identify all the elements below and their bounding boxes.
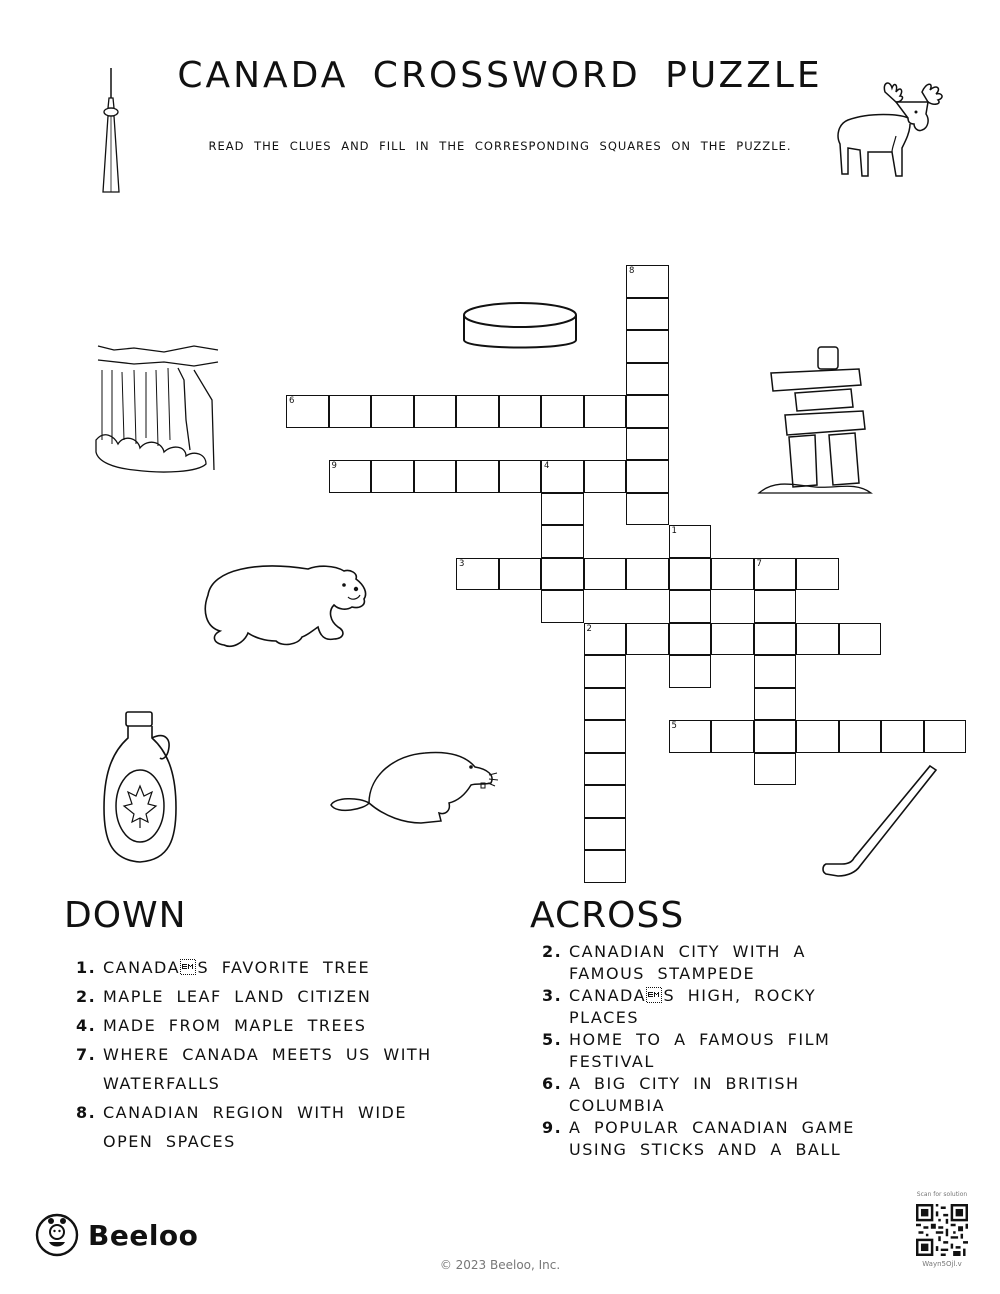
clue-number: 4. (76, 1016, 97, 1035)
clue-item (542, 985, 859, 1029)
crossword-cell[interactable] (584, 720, 627, 753)
cell-number: 8 (629, 266, 635, 276)
crossword-cell[interactable] (456, 395, 499, 428)
clue-number: 3. (542, 986, 563, 1005)
crossword-cell[interactable] (626, 558, 669, 591)
clue-number: 5. (542, 1030, 563, 1049)
moose-icon (830, 78, 955, 183)
polar-bear-icon (198, 555, 373, 655)
crossword-cell[interactable] (499, 558, 542, 591)
crossword-cell[interactable] (796, 558, 839, 591)
clue-text: CANADIAN REGION WITH WIDE OPEN SPACES (103, 1103, 407, 1151)
crossword-cell[interactable] (541, 493, 584, 526)
clue-number: 2. (76, 987, 97, 1006)
crossword-cell[interactable] (669, 558, 712, 591)
crossword-cell[interactable] (626, 298, 669, 331)
clue-text: CANADIAN CITY WITH A FAMOUS STAMPEDE (569, 942, 806, 983)
crossword-cell[interactable] (754, 623, 797, 656)
crossword-cell[interactable] (796, 720, 839, 753)
cell-number: 3 (459, 558, 465, 569)
crossword-cell[interactable] (584, 623, 627, 656)
crossword-cell[interactable] (754, 655, 797, 688)
cell-number: 6 (289, 396, 295, 406)
clue-number: 6. (542, 1074, 563, 1093)
clue-number: 9. (542, 1118, 563, 1137)
crossword-cell[interactable] (626, 330, 669, 363)
clue-text: CANADAS HIGH, ROCKY PLACES (569, 986, 817, 1027)
crossword-cell[interactable] (499, 395, 542, 428)
crossword-cell[interactable] (499, 460, 542, 493)
cell-number: 7 (756, 558, 762, 569)
clue-number: 1. (76, 958, 97, 977)
crossword-cell[interactable] (754, 720, 797, 753)
crossword-cell[interactable] (754, 558, 797, 591)
crossword-cell[interactable] (371, 460, 414, 493)
crossword-cell[interactable] (541, 395, 584, 428)
inukshuk-icon (755, 345, 875, 500)
clue-item (542, 1029, 859, 1073)
instructions: READ THE CLUES AND FILL IN THE CORRESPONDING SQUARES ON THE PUZZLE. (208, 139, 792, 153)
crossword-cell[interactable] (711, 720, 754, 753)
maple-syrup-bottle-icon (100, 708, 190, 866)
crossword-cell[interactable] (924, 720, 967, 753)
crossword-cell[interactable] (584, 655, 627, 688)
crossword-cell[interactable] (329, 395, 372, 428)
crossword-cell[interactable] (584, 688, 627, 721)
across-clue-list (542, 941, 859, 1161)
clue-number: 8. (76, 1103, 97, 1122)
crossword-cell[interactable] (414, 460, 457, 493)
crossword-cell[interactable] (796, 623, 839, 656)
clue-text: HOME TO A FAMOUS FILM FESTIVAL (569, 1030, 831, 1071)
crossword-cell[interactable] (584, 753, 627, 786)
crossword-cell[interactable] (754, 753, 797, 786)
crossword-cell[interactable] (286, 395, 329, 428)
crossword-cell[interactable] (711, 558, 754, 591)
cell-number: 5 (671, 721, 677, 731)
clue-text: CANADAS FAVORITE TREE (103, 958, 371, 977)
crossword-cell[interactable] (626, 493, 669, 526)
cn-tower-icon (96, 68, 126, 196)
crossword-cell[interactable] (754, 688, 797, 721)
clue-text: WHERE CANADA MEETS US WITH WATERFALLS (103, 1045, 432, 1093)
cell-number: 1 (671, 526, 677, 536)
down-heading: DOWN (64, 895, 187, 936)
clue-item (76, 1098, 443, 1156)
clue-text: MAPLE LEAF LAND CITIZEN (103, 987, 372, 1006)
beaver-icon (325, 745, 500, 830)
clue-text: MADE FROM MAPLE TREES (103, 1016, 367, 1035)
crossword-cell[interactable] (626, 623, 669, 656)
copyright: © 2023 Beeloo, Inc. (439, 1258, 561, 1272)
crossword-cell[interactable] (626, 428, 669, 461)
cell-number: 4 (544, 461, 550, 471)
clue-item (76, 982, 443, 1011)
crossword-cell[interactable] (584, 785, 627, 818)
across-heading: ACROSS (530, 895, 685, 936)
crossword-cell[interactable] (626, 460, 669, 493)
crossword-cell[interactable] (839, 720, 882, 753)
clue-item (542, 1073, 859, 1117)
crossword-cell[interactable] (669, 720, 712, 753)
crossword-cell[interactable] (329, 460, 372, 493)
crossword-cell[interactable] (584, 818, 627, 851)
clue-item (76, 1011, 443, 1040)
crossword-cell[interactable] (669, 623, 712, 656)
qr-code-icon[interactable] (916, 1204, 968, 1256)
crossword-cell[interactable] (626, 363, 669, 396)
clue-number: 2. (542, 942, 563, 961)
cell-number: 9 (331, 461, 337, 471)
crossword-cell[interactable] (669, 590, 712, 623)
crossword-cell[interactable] (541, 590, 584, 623)
qr-code-id: Wayn5Ojl.v (922, 1260, 962, 1268)
brand-name: Beeloo (88, 1218, 199, 1252)
bee-icon (34, 1212, 80, 1258)
qr-caption: Scan for solution (916, 1191, 968, 1198)
crossword-cell[interactable] (669, 525, 712, 558)
clue-text: A BIG CITY IN BRITISH COLUMBIA (569, 1074, 800, 1115)
page-title: CANADA CROSSWORD PUZZLE (177, 55, 823, 96)
hockey-puck-icon (460, 300, 580, 360)
crossword-cell[interactable] (414, 395, 457, 428)
crossword-cell[interactable] (456, 460, 499, 493)
clue-item (76, 1040, 443, 1098)
crossword-cell[interactable] (711, 623, 754, 656)
crossword-cell[interactable] (754, 590, 797, 623)
crossword-cell[interactable] (626, 395, 669, 428)
crossword-cell[interactable] (584, 558, 627, 591)
crossword-cell[interactable] (541, 460, 584, 493)
niagara-falls-icon (94, 340, 224, 480)
crossword-cell[interactable] (881, 720, 924, 753)
clue-item (76, 953, 443, 982)
crossword-cell[interactable] (839, 623, 882, 656)
brand-logo (34, 1212, 198, 1258)
clue-text: A POPULAR CANADIAN GAME USING STICKS AND A BALL (569, 1118, 855, 1159)
cell-number: 2 (586, 623, 592, 634)
crossword-cell[interactable] (669, 655, 712, 688)
clue-item (542, 941, 859, 985)
crossword-cell[interactable] (541, 525, 584, 558)
crossword-cell[interactable] (371, 395, 414, 428)
clue-number: 7. (76, 1045, 97, 1064)
crossword-cell[interactable] (584, 850, 627, 883)
crossword-cell[interactable] (584, 395, 627, 428)
crossword-cell[interactable] (541, 558, 584, 591)
crossword-cell[interactable] (584, 460, 627, 493)
down-clue-list (76, 953, 443, 1156)
clue-item (542, 1117, 859, 1161)
crossword-cell[interactable] (456, 558, 499, 591)
hockey-stick-icon (820, 762, 940, 882)
crossword-cell[interactable] (626, 265, 669, 298)
